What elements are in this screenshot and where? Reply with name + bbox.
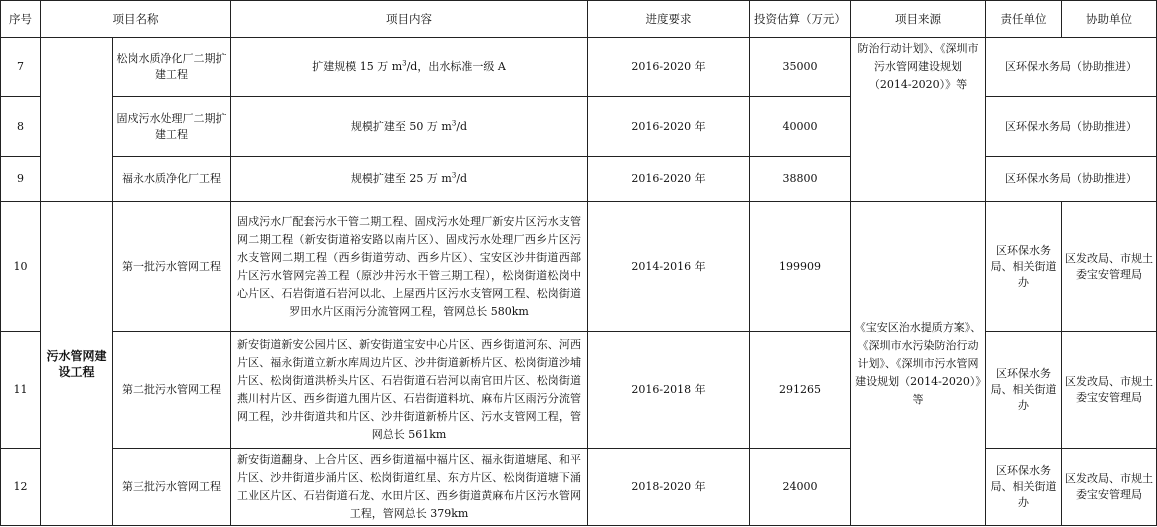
row-schedule: 2014-2016 年 (588, 202, 750, 332)
row-content: 固戍污水厂配套污水干管二期工程、固戍污水处理厂新安片区污水支管网二期工程（新安街道裕安路以南片区）、固戍污水处理厂西乡片区污水支管网二期工程（西乡街道劳动、西乡片区）、宝安区沙井街道西部片区污水管网完善工程（原沙井污水干管三期工程），松岗街道松岗中心片区、石岩街道石岩河以北、上屋西片区污水支管网工程、松岗街道罗田水片区雨污分流管网工程，管网总长 580km (231, 202, 588, 332)
row-invest: 38800 (750, 157, 851, 202)
row-seq: 7 (1, 38, 41, 97)
header-source: 项目来源 (851, 1, 986, 38)
row-schedule: 2016-2020 年 (588, 157, 750, 202)
row-schedule: 2016-2018 年 (588, 332, 750, 449)
row-name: 第二批污水管网工程 (113, 332, 231, 449)
header-schedule: 进度要求 (588, 1, 750, 38)
row-invest: 291265 (750, 332, 851, 449)
row-invest: 24000 (750, 449, 851, 526)
row-assist: 区发改局、市规土委宝安管理局 (1062, 202, 1157, 332)
category-cell-empty (41, 38, 113, 202)
row-resp: 区环保水务局（协助推进） (986, 38, 1157, 97)
row-seq: 9 (1, 157, 41, 202)
row-resp: 区环保水务局（协助推进） (986, 97, 1157, 157)
row-content: 新安街道翻身、上合片区、西乡街道福中福片区、福永街道塘尾、和平片区、沙井街道步涌片区、松岗街道红星、东方片区、松岗街道塘下涌工业区片区、石岩街道石龙、水田片区、西乡街道黄麻布片区污水管网工程，管网总长 379km (231, 449, 588, 526)
row-schedule: 2018-2020 年 (588, 449, 750, 526)
source-cell-top: 防治行动计划》、《深圳市污水管网建设规划（2014-2020）》等 (851, 38, 986, 202)
header-invest: 投资估算（万元） (750, 1, 851, 38)
row-name: 福永水质净化厂工程 (113, 157, 231, 202)
source-cell-main: 《宝安区治水提质方案》、《深圳市水污染防治行动计划》、《深圳市污水管网建设规划（2014-2020）》等 (851, 202, 986, 526)
row-content: 新安街道新安公园片区、新安街道宝安中心片区、西乡街道河东、河西片区、福永街道立新水库周边片区、沙井街道新桥片区、松岗街道沙埔片区、松岗街道洪桥头片区、石岩街道石岩河以南官田片区、松岗街道燕川村片区、西乡街道九围片区、石岩街道料坑、麻布片区雨污分流管网工程，沙井街道共和片区、沙井街道新桥片区、污水支管网工程，管网总长 561km (231, 332, 588, 449)
row-content: 扩建规模 15 万 $m^3/d$，出水标准一级 A (231, 38, 588, 97)
row-resp: 区环保水务局、相关街道办 (986, 202, 1062, 332)
row-content: 规模扩建至 25 万 $m^3/d$ (231, 157, 588, 202)
row-resp: 区环保水务局、相关街道办 (986, 449, 1062, 526)
row-seq: 10 (1, 202, 41, 332)
row-seq: 11 (1, 332, 41, 449)
row-seq: 12 (1, 449, 41, 526)
header-content: 项目内容 (231, 1, 588, 38)
row-invest: 35000 (750, 38, 851, 97)
row-schedule: 2016-2020 年 (588, 38, 750, 97)
table-row (1, 202, 1157, 332)
row-name: 固戍污水处理厂二期扩建工程 (113, 97, 231, 157)
header-assist: 协助单位 (1062, 1, 1157, 38)
row-invest: 40000 (750, 97, 851, 157)
header-resp: 责任单位 (986, 1, 1062, 38)
row-name: 第三批污水管网工程 (113, 449, 231, 526)
category-cell: 污水管网建设工程 (41, 202, 113, 526)
header-seq: 序号 (1, 1, 41, 38)
row-name: 第一批污水管网工程 (113, 202, 231, 332)
row-resp: 区环保水务局（协助推进） (986, 157, 1157, 202)
header-name: 项目名称 (41, 1, 231, 38)
row-content: 规模扩建至 50 万 $m^3/d$ (231, 97, 588, 157)
row-schedule: 2016-2020 年 (588, 97, 750, 157)
row-name: 松岗水质净化厂二期扩建工程 (113, 38, 231, 97)
row-seq: 8 (1, 97, 41, 157)
row-invest: 199909 (750, 202, 851, 332)
header-row (1, 1, 1157, 38)
row-resp: 区环保水务局、相关街道办 (986, 332, 1062, 449)
row-assist: 区发改局、市规土委宝安管理局 (1062, 449, 1157, 526)
row-assist: 区发改局、市规土委宝安管理局 (1062, 332, 1157, 449)
table-row (1, 38, 1157, 97)
